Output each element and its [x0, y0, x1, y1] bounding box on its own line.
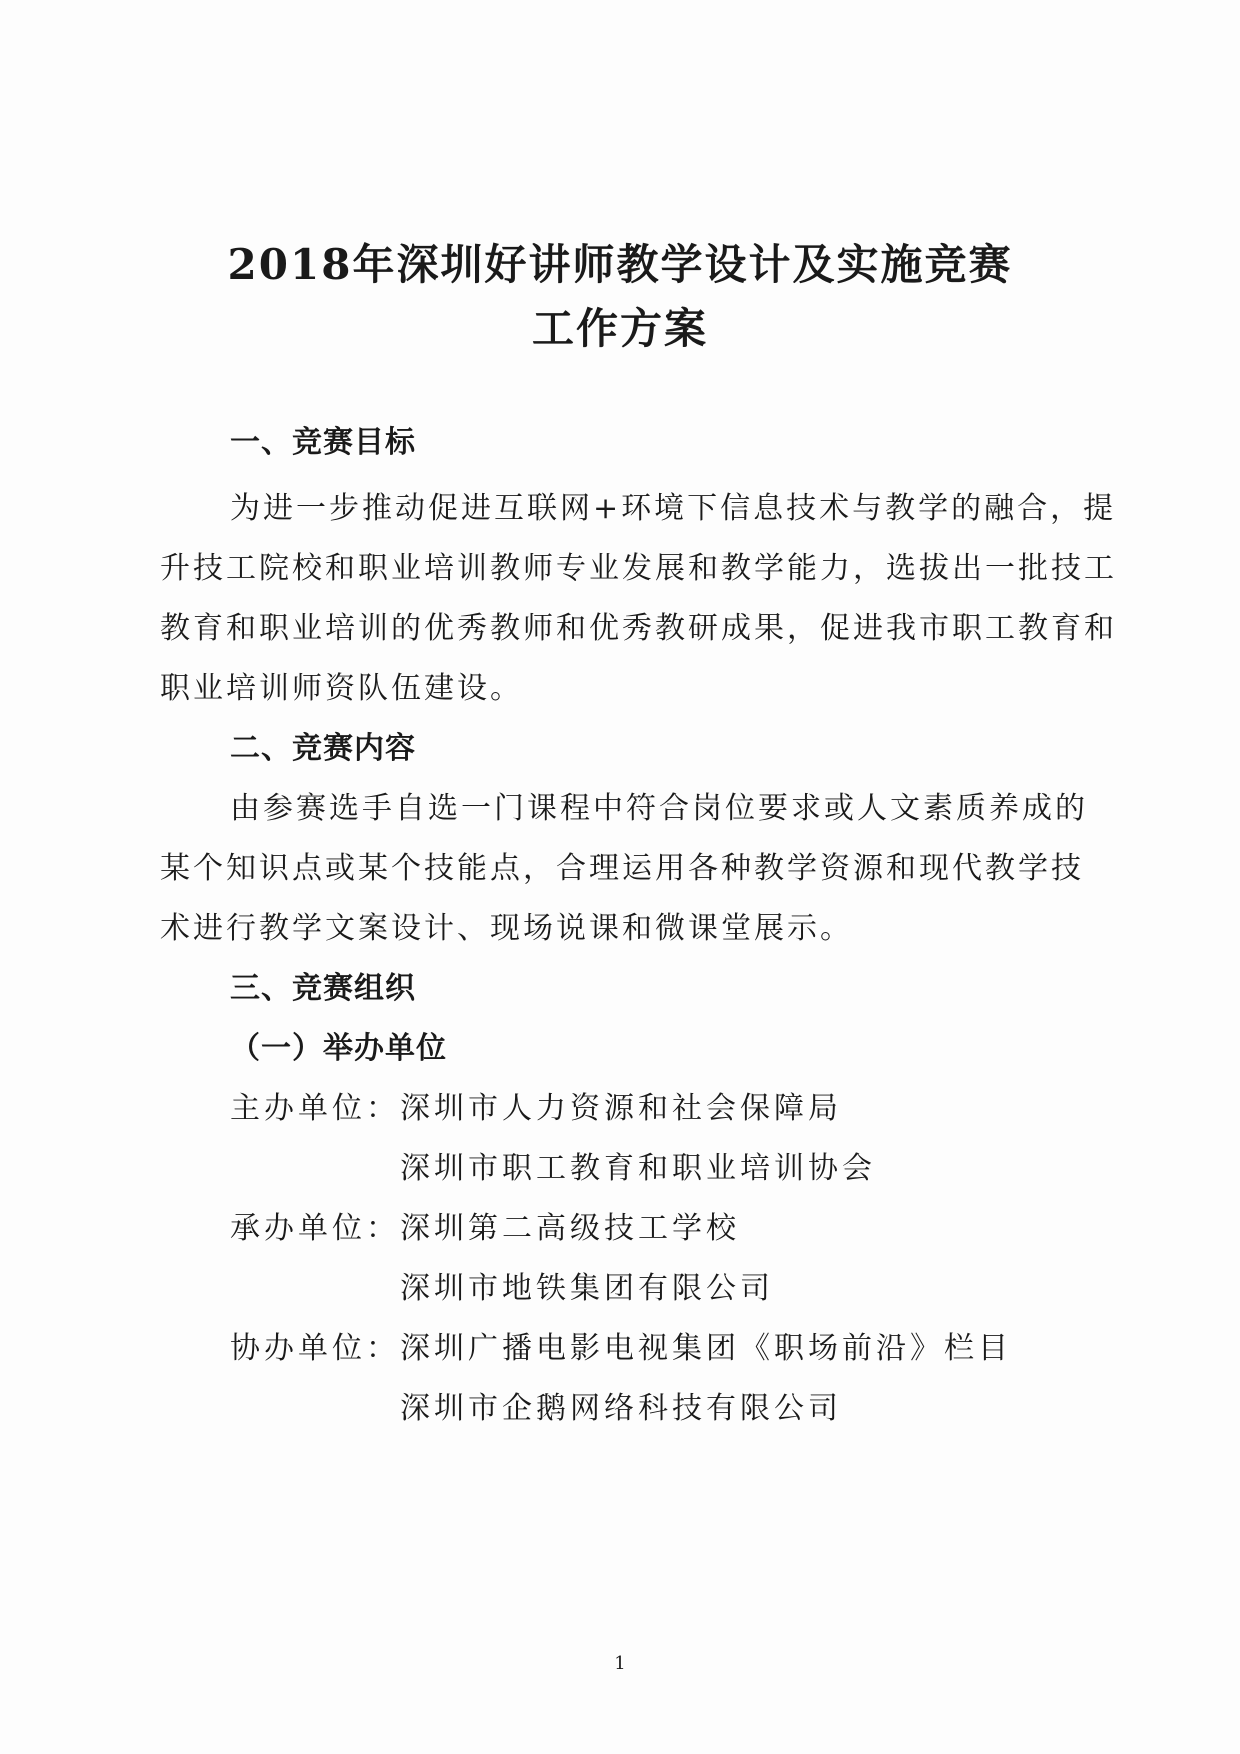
section-heading-content: 二、竞赛内容	[230, 731, 416, 766]
organizer-value: 深圳第二高级技工学校	[400, 1211, 740, 1246]
organizer-value: 深圳市人力资源和社会保障局	[400, 1091, 842, 1126]
document-title: 2018年深圳好讲师教学设计及实施竞赛	[227, 240, 1013, 289]
subsection-heading-hosts: （一）举办单位	[230, 1031, 447, 1066]
organizer-value: 深圳市地铁集团有限公司	[400, 1271, 774, 1306]
paragraph-line: 由参赛选手自选一门课程中符合岗位要求或人文素质养成的	[230, 791, 1088, 826]
paragraph-line: 教育和职业培训的优秀教师和优秀教研成果，促进我市职工教育和	[160, 611, 1117, 646]
page-number: 1	[614, 1653, 626, 1674]
section-heading-goal: 一、竞赛目标	[230, 425, 416, 460]
paragraph-line: 某个知识点或某个技能点，合理运用各种教学资源和现代教学技	[160, 851, 1084, 886]
paragraph-line: 职业培训师资队伍建设。	[160, 671, 523, 706]
organizer-value: 深圳市企鹅网络科技有限公司	[400, 1391, 842, 1426]
paragraph-line: 为进一步推动促进互联网+环境下信息技术与教学的融合，提	[230, 491, 1117, 526]
document-title-line2: 工作方案	[531, 304, 708, 353]
section-heading-organization: 三、竞赛组织	[230, 971, 416, 1006]
paragraph-line: 升技工院校和职业培训教师专业发展和教学能力，选拔出一批技工	[160, 551, 1117, 586]
organizer-label: 协办单位：	[230, 1331, 400, 1366]
organizer-label: 主办单位：	[230, 1091, 400, 1126]
organizer-label: 承办单位：	[230, 1211, 400, 1246]
organizer-value: 深圳广播电影电视集团《职场前沿》栏目	[400, 1331, 1012, 1366]
organizer-value: 深圳市职工教育和职业培训协会	[400, 1151, 876, 1186]
paragraph-line: 术进行教学文案设计、现场说课和微课堂展示。	[160, 911, 853, 946]
